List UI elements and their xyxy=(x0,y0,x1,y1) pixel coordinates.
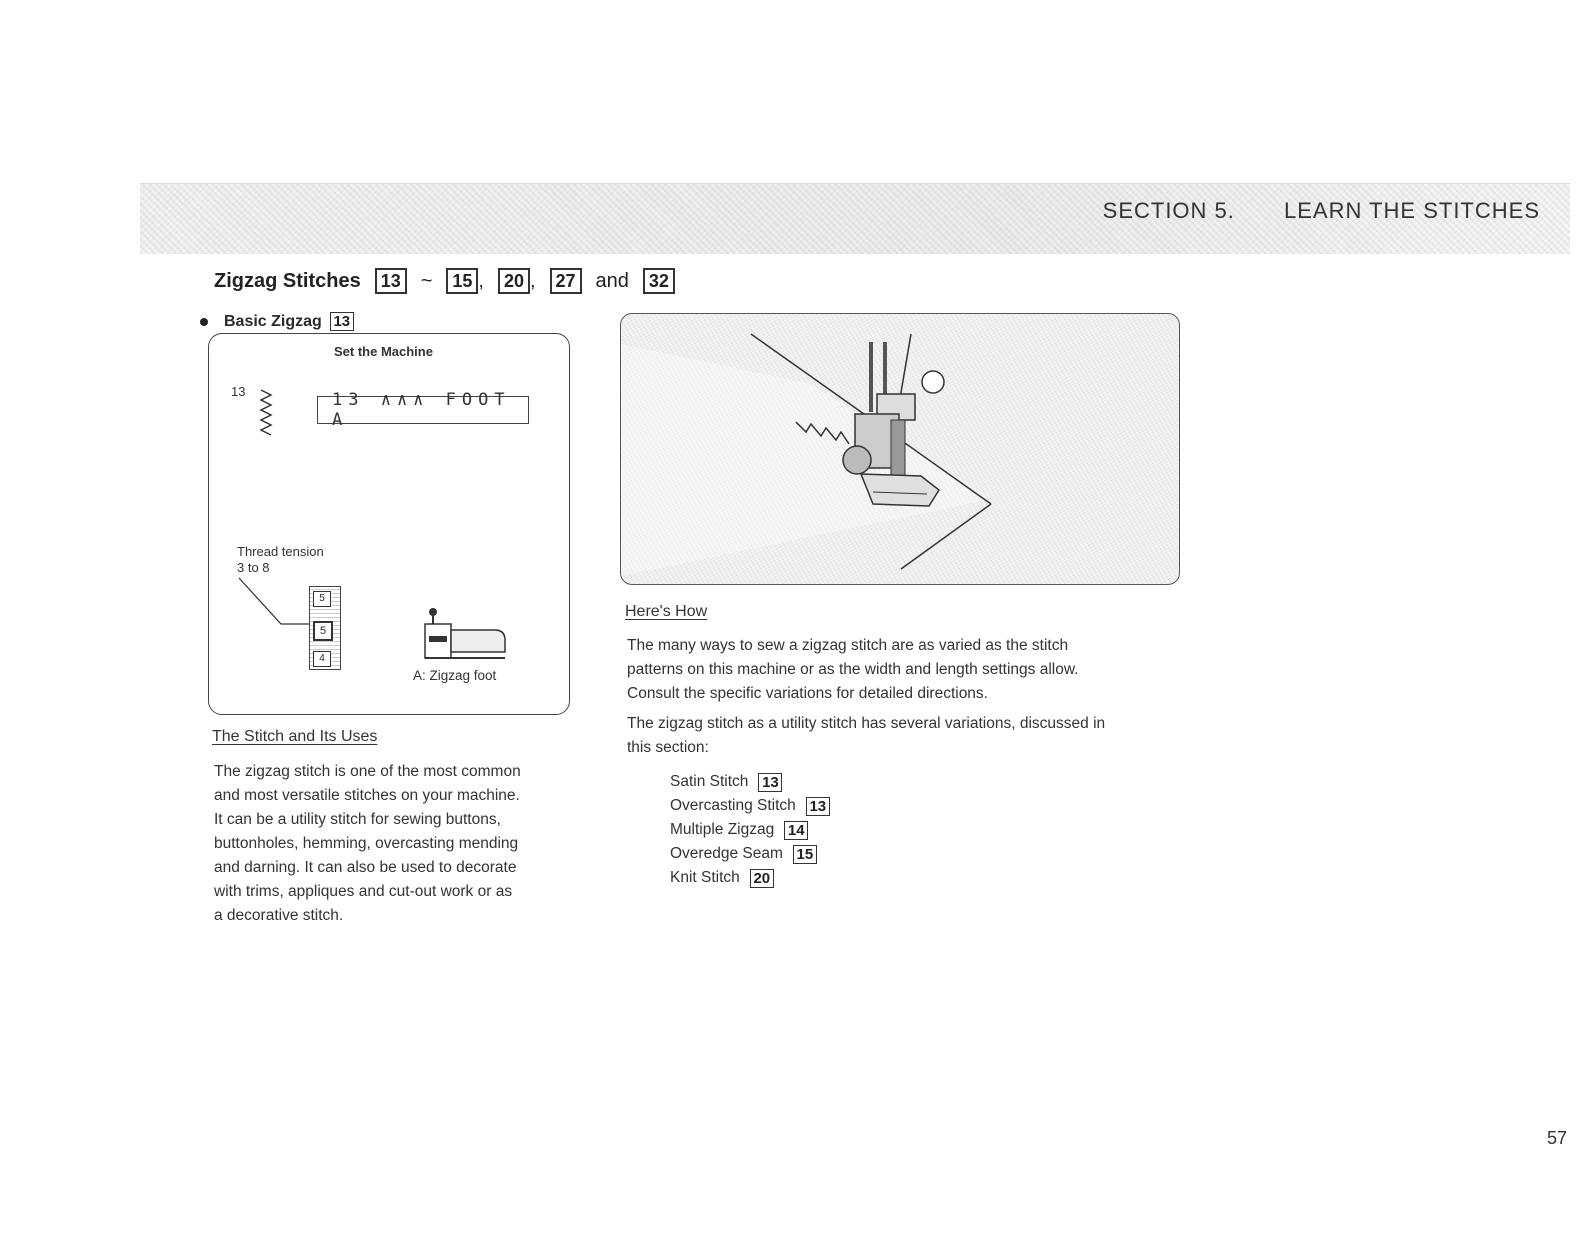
list-item xyxy=(670,866,830,890)
list-item xyxy=(670,842,830,866)
list-item xyxy=(670,794,830,818)
pattern-badge: 14 xyxy=(784,821,808,840)
variation-name: Overcasting Stitch xyxy=(670,797,796,814)
page-number: 57 xyxy=(1546,1128,1567,1148)
title-text: Zigzag Stitches xyxy=(214,269,361,292)
page-title xyxy=(214,268,675,294)
pattern-badge: 20 xyxy=(498,268,530,294)
section-title: LEARN THE STITCHES xyxy=(1284,198,1540,223)
bullet-icon xyxy=(200,318,208,326)
section-banner xyxy=(140,183,1570,254)
pattern-number: 13 xyxy=(231,384,246,399)
pattern-badge: 32 xyxy=(643,268,675,294)
list-item xyxy=(670,770,830,794)
thread-tension-label: Thread tension xyxy=(237,544,324,559)
text-line: and darning. It can also be used to decorate xyxy=(214,859,517,876)
pattern-badge: 13 xyxy=(806,797,830,816)
presser-foot-illustration-icon xyxy=(621,314,1180,585)
variations-list xyxy=(670,770,830,890)
text-line: with trims, appliques and cut-out work or as xyxy=(214,883,513,900)
separator-comma: , xyxy=(478,270,484,292)
machine-settings-box xyxy=(208,333,570,715)
set-machine-label: Set the Machine xyxy=(334,344,433,359)
pattern-badge: 13 xyxy=(330,312,354,331)
list-item xyxy=(670,818,830,842)
text-line: patterns on this machine or as the width and length settings allow. xyxy=(627,661,1079,678)
uses-heading: The Stitch and Its Uses xyxy=(212,728,378,745)
text-line: The zigzag stitch as a utility stitch has several variations, discussed in xyxy=(627,715,1106,732)
foot-label: A: Zigzag foot xyxy=(413,668,497,683)
pattern-badge: 13 xyxy=(758,773,782,792)
pattern-badge: 20 xyxy=(750,869,774,888)
sewing-illustration xyxy=(620,313,1180,585)
text-line: It can be a utility stitch for sewing buttons, xyxy=(214,811,501,828)
pattern-badge: 15 xyxy=(793,845,817,864)
text-line: this section: xyxy=(627,739,709,756)
zigzag-stitch-icon xyxy=(259,388,273,436)
variation-name: Overedge Seam xyxy=(670,845,783,862)
dial-value: 5 xyxy=(313,591,331,607)
dial-value: 4 xyxy=(313,651,331,667)
separator-comma: , xyxy=(529,270,536,292)
pattern-badge: 13 xyxy=(375,268,407,294)
howto-paragraph-1 xyxy=(627,634,1207,706)
text-line: buttonholes, hemming, overcasting mending xyxy=(214,835,519,852)
title-and: and xyxy=(595,269,629,292)
section-number: SECTION 5. xyxy=(1102,198,1235,223)
variation-name: Knit Stitch xyxy=(670,869,740,886)
text-line: The many ways to sew a zigzag stitch are as varied as the stitch xyxy=(627,637,1069,654)
variation-name: Multiple Zigzag xyxy=(670,821,775,838)
uses-paragraph xyxy=(214,760,594,928)
variation-name: Satin Stitch xyxy=(670,773,749,790)
pattern-badge: 15 xyxy=(446,268,478,294)
howto-heading: Here's How xyxy=(625,603,708,620)
zigzag-foot-icon xyxy=(423,606,507,664)
text-line: a decorative stitch. xyxy=(214,907,344,924)
text-line: The zigzag stitch is one of the most common xyxy=(214,763,521,780)
howto-paragraph-2 xyxy=(627,712,1207,760)
text-line: and most versatile stitches on your machine. xyxy=(214,787,520,804)
range-tilde: ~ xyxy=(420,269,433,292)
basic-zigzag-text: Basic Zigzag xyxy=(224,312,322,330)
thread-tension-range: 3 to 8 xyxy=(237,560,270,575)
dial-value-selected: 5 xyxy=(313,621,333,641)
tension-dial-icon xyxy=(309,586,341,670)
basic-zigzag-label xyxy=(200,312,354,331)
lcd-display: 13 ∧∧∧ FOOT A xyxy=(317,396,529,424)
text-line: Consult the specific variations for detailed directions. xyxy=(627,685,988,702)
section-header xyxy=(1103,198,1540,224)
pattern-badge: 27 xyxy=(550,268,582,294)
